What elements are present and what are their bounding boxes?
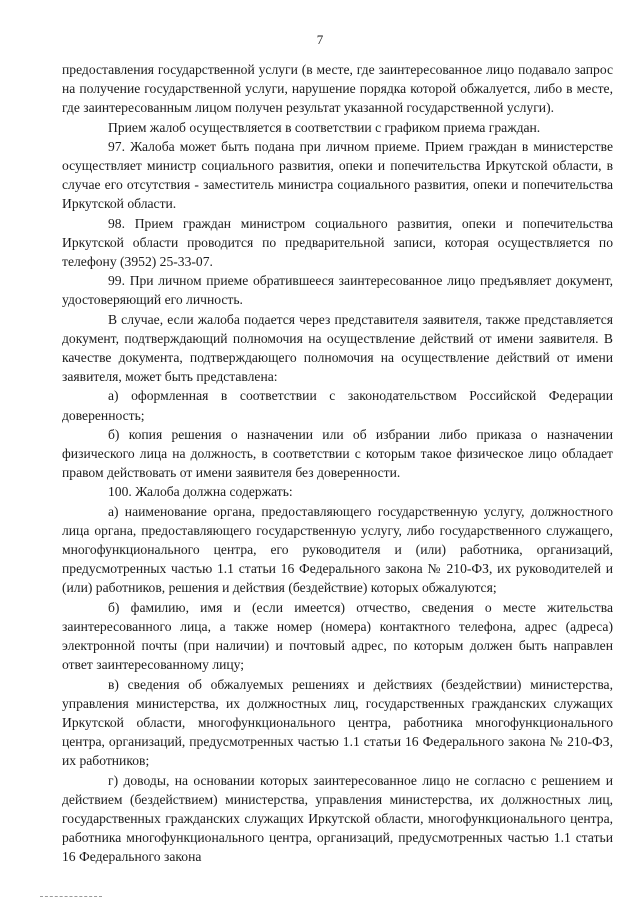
paragraph-97: 97. Жалоба может быть подана при личном приеме. Прием граждан в министерстве осуществляет министр социального развития, опеки и попечительства Иркутской области, в случае его отсутствия - заместитель министра социального развития, опеки и попечительства Иркутской области. <box>62 138 613 212</box>
paragraph-schedule: Прием жалоб осуществляется в соответствии с графиком приема граждан. <box>108 119 541 135</box>
paragraph-continuation: предоставления государственной услуги (в месте, где заинтересованное лицо подавало запрос на получение государственной услуги, нарушение порядка которой обжалуется, либо в месте, где заинтересованным лицом получен результат указанной государственной услуги). <box>62 62 613 116</box>
document-body <box>62 60 613 867</box>
paragraph-item-b-appointment-copy: б) копия решения о назначении или об избрании либо приказа о назначении физического лица на должность, в соответствии с которым такое физическое лицо обладает правом действовать от имени заявителя без доверенности. <box>62 426 613 481</box>
paragraph-100-item-b: б) фамилию, имя и (если имеется) отчество, сведения о месте жительства заинтересованного лица, а также номер (номера) контактного телефона, адрес (адреса) электронной почты (при наличии) и почтовый адрес, по которым должен быть направлен ответ заинтересованному лицу; <box>62 599 613 673</box>
footer-divider <box>40 896 102 898</box>
paragraph-100-item-v: в) сведения об обжалуемых решениях и действиях (бездействии) министерства, управления министерства, их должностных лиц, государственных гражданских служащих Иркутской области, многофункционального центра, работника многофункционального центра, организаций, предусмотренных частью 1.1 статьи 16 Федерального закона № 210-ФЗ, их работников; <box>62 676 613 769</box>
page-number: 7 <box>316 32 324 47</box>
paragraph-100: 100. Жалоба должна содержать: <box>108 484 293 500</box>
paragraph-99: 99. При личном приеме обратившееся заинтересованное лицо предъявляет документ, удостоверяющий его личность. <box>62 273 613 308</box>
paragraph-100-item-a: а) наименование органа, предоставляющего государственную услугу, должностного лица органа, предоставляющего государственную услугу, либо государственного служащего, многофункционального центра, его руководителя и (или) работника, организаций, предусмотренных частью 1.1 статьи 16 Федерального закона № 210-ФЗ, их руководителей и (или) работников, решения и действия (бездействие) которых обжалуются; <box>62 503 613 596</box>
paragraph-item-a-power-of-attorney: а) оформленная в соответствии с законодательством Российской Федерации доверенность; <box>62 388 613 423</box>
paragraph-100-item-g: г) доводы, на основании которых заинтересованное лицо не согласно с решением и действием (бездействием) министерства, управления министерства, их должностных лиц, государственных гражданских служащих Иркутской области, многофункционального центра, работника многофункционального центра, организаций, предусмотренных частью 1.1 статьи 16 Федерального закона <box>62 772 613 865</box>
paragraph-representative: В случае, если жалоба подается через представителя заявителя, также представляется документ, подтверждающий полномочия на осуществление действий от имени заявителя. В качестве документа, подтверждающего полномочия на осуществление действий от имени заявителя, может быть представлена: <box>62 311 613 385</box>
paragraph-98: 98. Прием граждан министром социального развития, опеки и попечительства Иркутской области проводится по предварительной записи, которая осуществляется по телефону (3952) 25-33-07. <box>62 215 613 270</box>
